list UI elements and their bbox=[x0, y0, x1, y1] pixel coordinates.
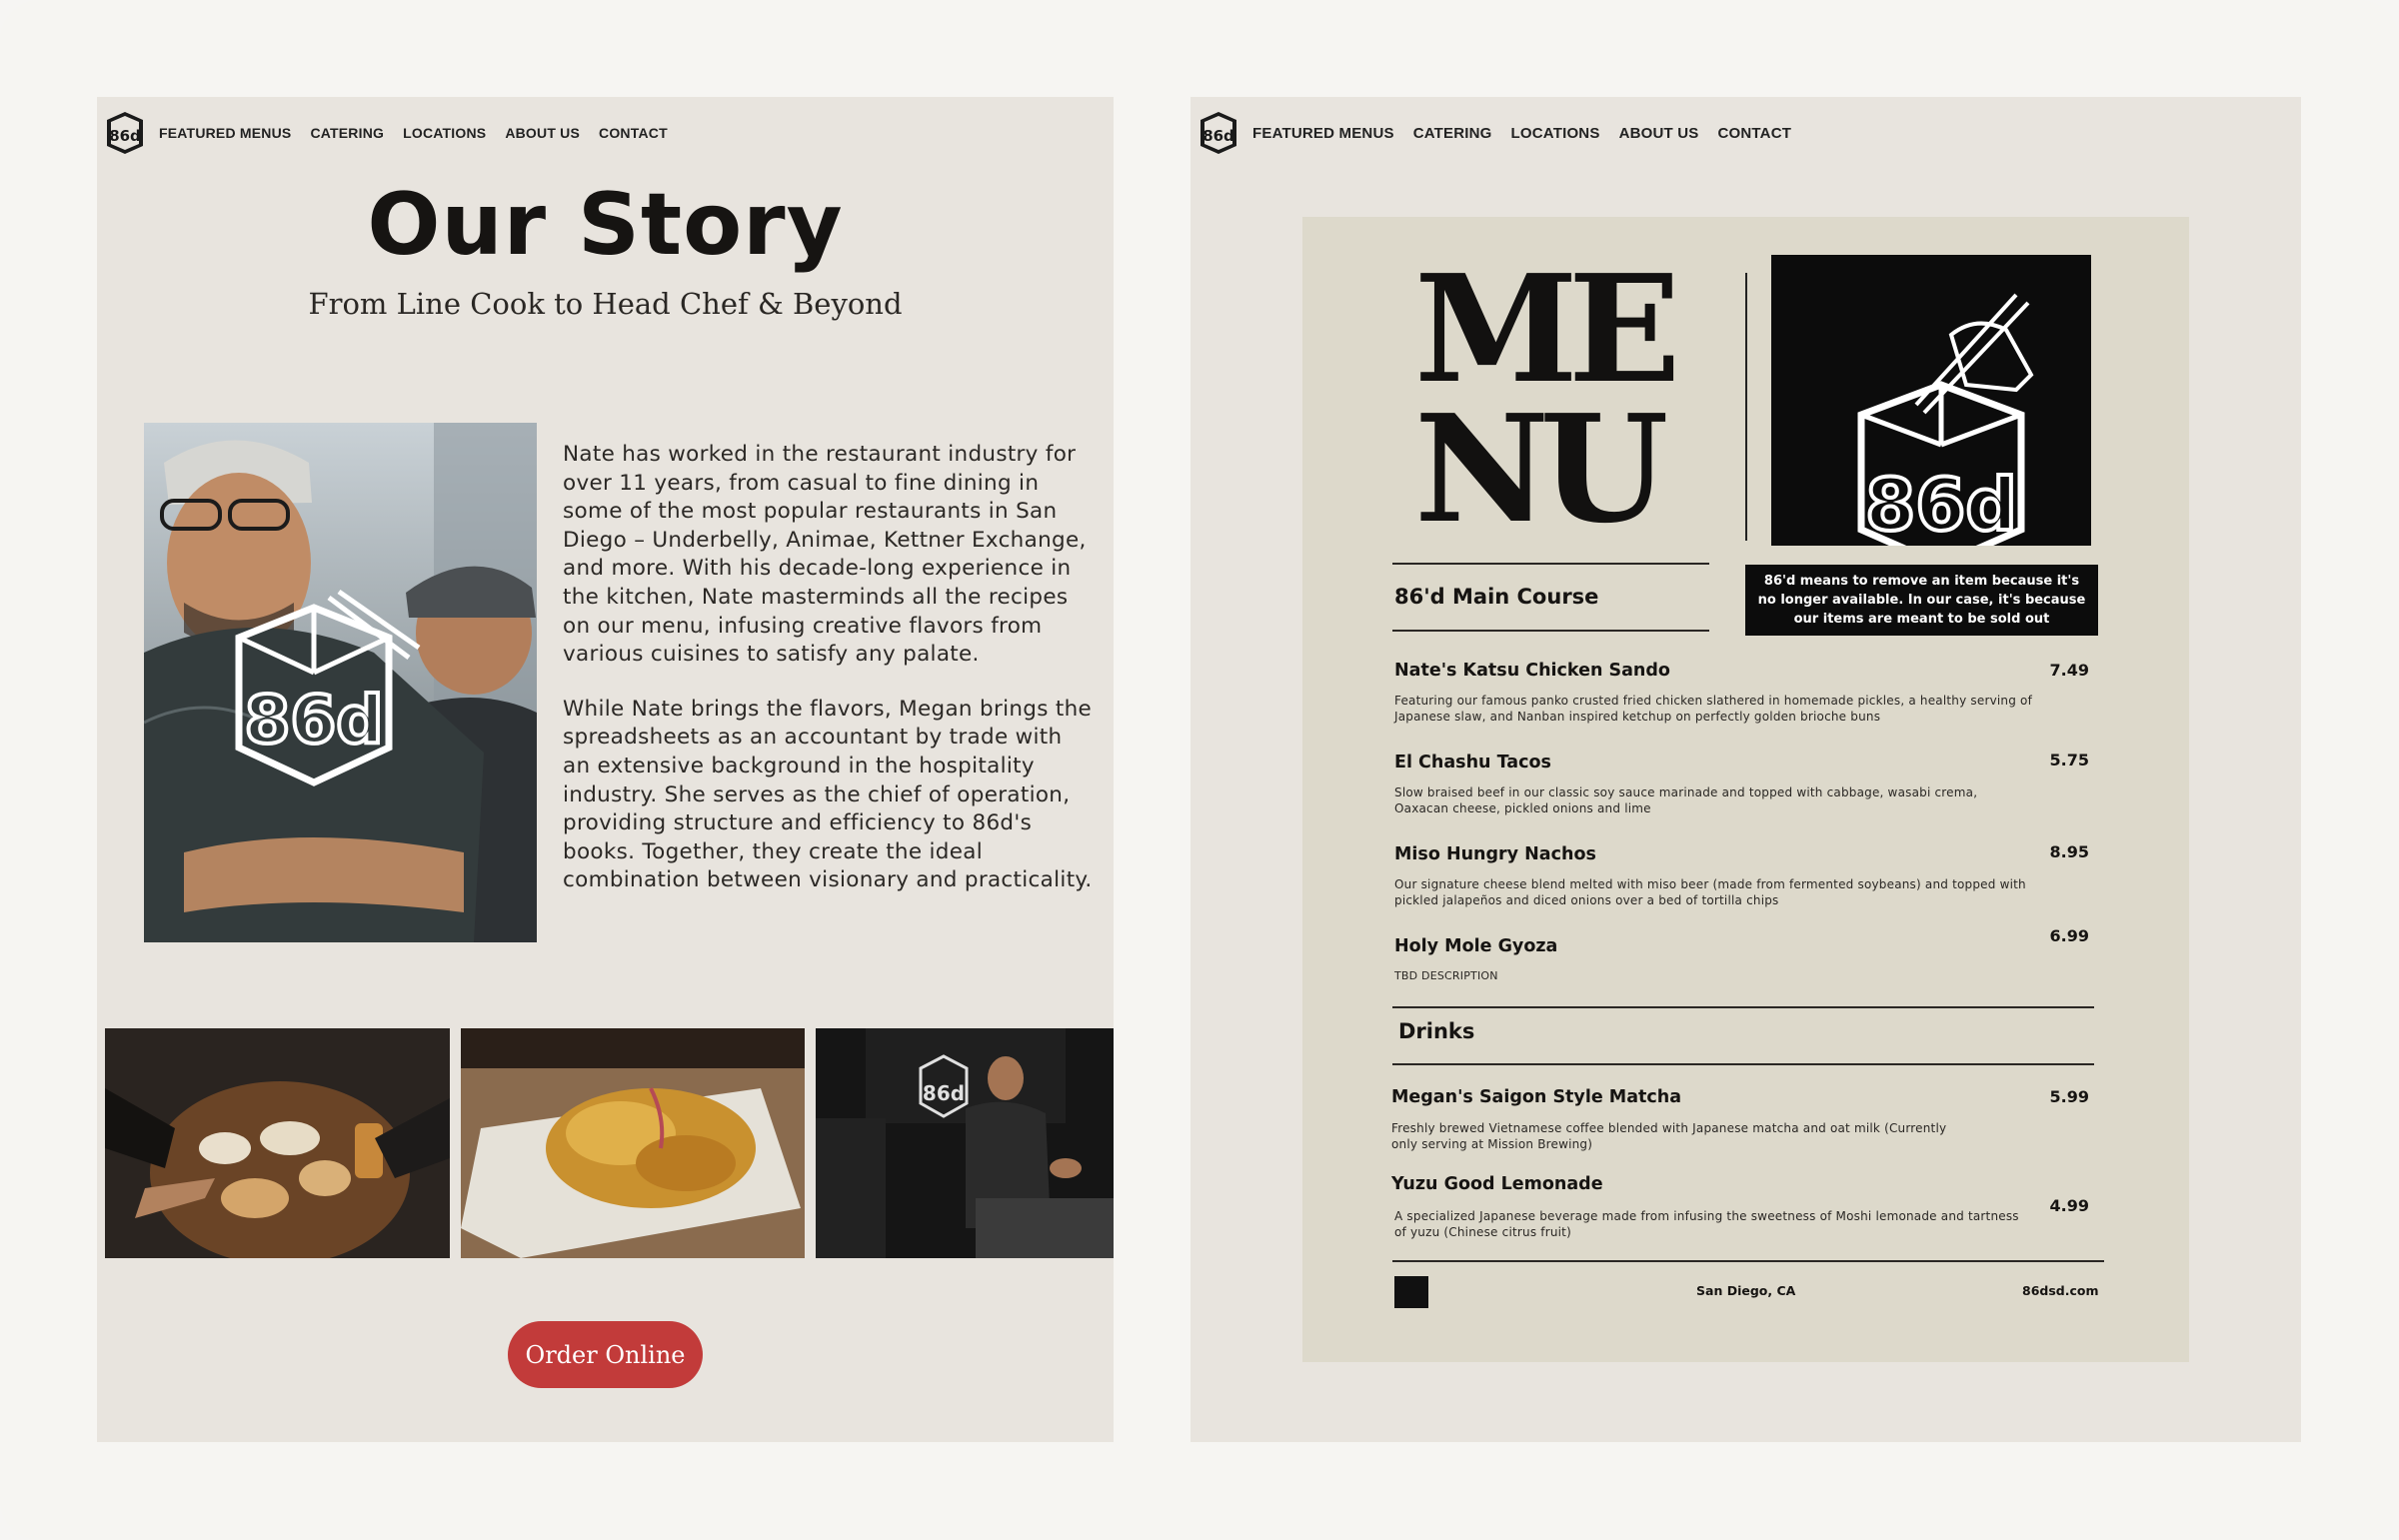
page-subtitle: From Line Cook to Head Chef & Beyond bbox=[308, 287, 903, 321]
menu-board bbox=[1302, 217, 2189, 1362]
gallery-photo-chef[interactable] bbox=[816, 1028, 1114, 1258]
svg-text:86d: 86d bbox=[1865, 463, 2017, 546]
menu-item-name: Holy Mole Gyoza bbox=[1394, 936, 1558, 956]
menu-item-desc: Slow braised beef in our classic soy sauce marinade and topped with cabbage, wasabi crema, Oaxacan cheese, pickled onions and lime bbox=[1394, 785, 1978, 815]
definition-box: 86'd means to remove an item because it's no longer available. In our case, it's because our items are meant to be sold out bbox=[1745, 565, 2098, 636]
nav-about-us[interactable]: ABOUT US bbox=[505, 125, 581, 141]
menu-item-name: Megan's Saigon Style Matcha bbox=[1391, 1087, 1682, 1107]
nav-featured-menus[interactable]: FEATURED MENUS bbox=[159, 125, 292, 141]
gallery-photo-tacos[interactable] bbox=[105, 1028, 450, 1258]
menu-item-desc: Our signature cheese blend melted with miso beer (made from fermented soybeans) and topped with pickled jalapeños and diced onions over a bed of tortilla chips bbox=[1394, 877, 2026, 907]
order-online-button[interactable]: Order Online bbox=[508, 1321, 703, 1388]
nav-locations[interactable]: LOCATIONS bbox=[1510, 124, 1600, 142]
svg-text:86d: 86d bbox=[922, 1081, 966, 1105]
vertical-divider bbox=[1745, 273, 1747, 541]
menu-item-price: 7.49 bbox=[2049, 661, 2089, 680]
drinks-heading: Drinks bbox=[1398, 1019, 1475, 1043]
founders-photo bbox=[144, 423, 537, 942]
menu-item-desc: TBD DESCRIPTION bbox=[1394, 969, 1498, 982]
top-nav bbox=[1199, 105, 1810, 161]
menu-item-name: Miso Hungry Nachos bbox=[1394, 844, 1596, 864]
nav-contact[interactable]: CONTACT bbox=[599, 125, 668, 141]
menu-item-name: Yuzu Good Lemonade bbox=[1391, 1174, 1603, 1194]
footer-website: 86dsd.com bbox=[2022, 1283, 2099, 1298]
brand-logo-icon[interactable] bbox=[105, 110, 145, 156]
page-title: Our Story bbox=[367, 175, 844, 275]
menu-item-price: 5.99 bbox=[2049, 1087, 2089, 1106]
menu-item-price: 6.99 bbox=[2049, 926, 2089, 945]
brand-logo-icon[interactable] bbox=[1199, 110, 1238, 156]
footer-logo-icon bbox=[1394, 1276, 1428, 1308]
about-page-preview bbox=[97, 97, 1114, 1442]
main-course-heading: 86'd Main Course bbox=[1394, 585, 1599, 609]
rule bbox=[1392, 563, 1709, 565]
menu-heading bbox=[1414, 242, 1684, 556]
story-paragraph: While Nate brings the flavors, Megan brings the spreadsheets as an accountant by trade with an extensive background in the hospitality industry. She serves as the chief of operation, providing structure and efficiency to 86d's books. Together, they create the ideal combination between visionary and practicality. bbox=[563, 696, 1093, 893]
rule bbox=[1392, 1260, 2104, 1262]
nav-catering[interactable]: CATERING bbox=[1412, 124, 1492, 142]
menu-item-price: 4.99 bbox=[2049, 1196, 2089, 1215]
nav-featured-menus[interactable]: FEATURED MENUS bbox=[1252, 124, 1394, 142]
rule bbox=[1392, 1006, 2094, 1008]
nav-locations[interactable]: LOCATIONS bbox=[403, 125, 487, 141]
menu-item-name: El Chashu Tacos bbox=[1394, 753, 1551, 772]
top-nav bbox=[105, 105, 687, 161]
nav-contact[interactable]: CONTACT bbox=[1717, 124, 1792, 142]
svg-text:86d: 86d bbox=[109, 127, 141, 145]
nav-about-us[interactable]: ABOUT US bbox=[1618, 124, 1699, 142]
story-body bbox=[563, 441, 1095, 921]
menu-item-desc: Featuring our famous panko crusted fried chicken slathered in homemade pickles, a healthy serving of Japanese slaw, and Nanban inspired ketchup on perfectly golden brioche buns bbox=[1394, 694, 2033, 724]
svg-text:86d: 86d bbox=[1202, 127, 1234, 145]
menu-page-preview bbox=[1191, 97, 2301, 1442]
menu-item-price: 5.75 bbox=[2049, 751, 2089, 770]
menu-heading-line: ME bbox=[1414, 242, 1671, 416]
menu-item-desc: Freshly brewed Vietnamese coffee blended with Japanese matcha and oat milk (Currently only serving at Mission Brewing) bbox=[1391, 1121, 1947, 1151]
story-paragraph: Nate has worked in the restaurant industry for over 11 years, from casual to fine dining in some of the most popular restaurants in San Diego – Underbelly, Animae, Kettner Exchange, and more. With his decade-long experience in the kitchen, Nate masterminds all the recipes on our menu, infusing creative flavors from various cuisines to satisfy any palate. bbox=[563, 442, 1087, 668]
menu-item-desc: A specialized Japanese beverage made from infusing the sweetness of Moshi lemonade and tartness of yuzu (Chinese citrus fruit) bbox=[1394, 1209, 2019, 1239]
rule bbox=[1392, 1063, 2094, 1065]
footer-location: San Diego, CA bbox=[1696, 1283, 1796, 1298]
nav-catering[interactable]: CATERING bbox=[310, 125, 385, 141]
menu-item-price: 8.95 bbox=[2049, 842, 2089, 861]
gallery-photo-nachos[interactable] bbox=[461, 1028, 805, 1258]
svg-text:86d: 86d bbox=[244, 682, 384, 759]
menu-item-name: Nate's Katsu Chicken Sando bbox=[1394, 661, 1670, 681]
menu-logo-art bbox=[1771, 255, 2091, 546]
rule bbox=[1392, 630, 1709, 632]
menu-heading-line: NU bbox=[1414, 382, 1659, 556]
